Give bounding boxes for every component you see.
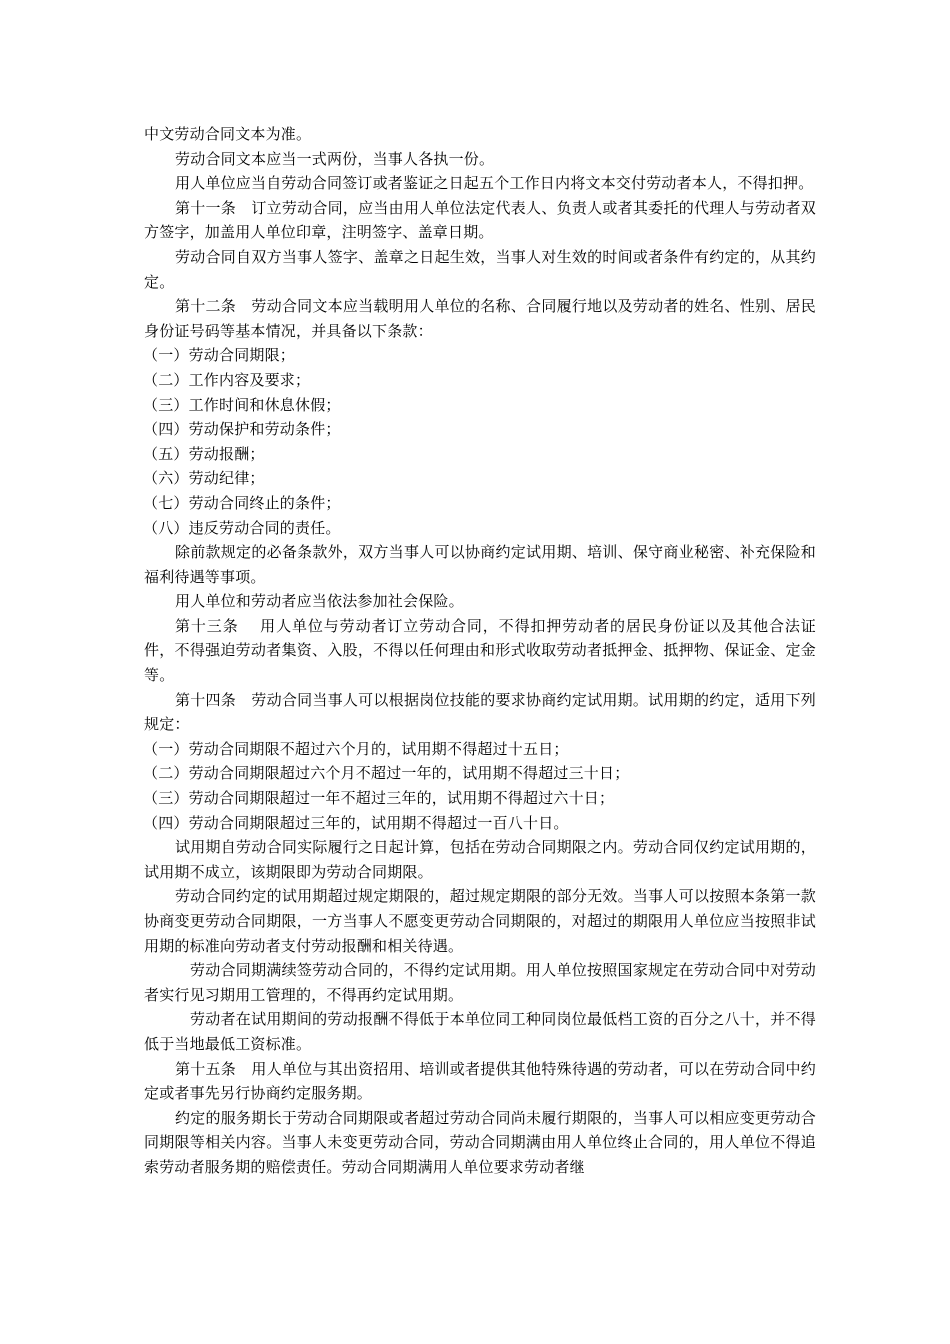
paragraph: 劳动合同约定的试用期超过规定期限的，超过规定期限的部分无效。当事人可以按照本条第一款协商变更劳动合同期限，一方当事人不愿变更劳动合同期限的，对超过的期限用人单位应当按照非试用期的标准向劳动者支付劳动报酬和相关待遇。	[144, 887, 816, 955]
paragraph: 用人单位应当自劳动合同签订或者鉴证之日起五个工作日内将文本交付劳动者本人，不得扣押。	[175, 174, 814, 193]
article-13-paragraph: 第十三条 用人单位与劳动者订立劳动合同，不得扣押劳动者的居民身份证以及其他合法证件，不得强迫劳动者集资、入股，不得以任何理由和形式收取劳动者抵押金、抵押物、保证金、定金等。	[144, 616, 816, 685]
list-item: （二）工作内容及要求；	[143, 370, 311, 389]
list-item: （三）工作时间和休息休假；	[143, 395, 341, 414]
list-item: （二）劳动合同期限超过六个月不超过一年的，试用期不得超过三十日；	[143, 764, 630, 783]
paragraph: 劳动者在试用期间的劳动报酬不得低于本单位同工种同岗位最低档工资的百分之八十，并不得低于当地最低工资标准。	[144, 1010, 816, 1053]
list-item: （八）违反劳动合同的责任。	[143, 518, 341, 537]
paragraph: 用人单位和劳动者应当依法参加社会保险。	[175, 592, 464, 611]
article-15-paragraph: 第十五条 用人单位与其出资招用、培训或者提供其他特殊待遇的劳动者，可以在劳动合同中约定或者事先另行协商约定服务期。	[144, 1059, 816, 1103]
paragraph: 约定的服务期长于劳动合同期限或者超过劳动合同尚未履行期限的，当事人可以相应变更劳动合同期限等相关内容。当事人未变更劳动合同，劳动合同期满由用人单位终止合同的，用人单位不得追索劳动者服务期的赔偿责任。劳动合同期满用人单位要求劳动者继	[144, 1108, 816, 1176]
paragraph: 劳动合同期满续签劳动合同的，不得约定试用期。用人单位按照国家规定在劳动合同中对劳动者实行见习期用工管理的，不得再约定试用期。	[144, 961, 816, 1004]
list-item: （五）劳动报酬；	[143, 444, 265, 463]
paragraph: 试用期自劳动合同实际履行之日起计算，包括在劳动合同期限之内。劳动合同仅约定试用期的，试用期不成立，该期限即为劳动合同期限。	[144, 838, 816, 881]
list-item: （四）劳动保护和劳动条件；	[143, 420, 341, 439]
article-14-paragraph: 第十四条 劳动合同当事人可以根据岗位技能的要求协商约定试用期。试用期的约定，适用下列规定：	[144, 690, 816, 734]
list-item: （一）劳动合同期限不超过六个月的，试用期不得超过十五日；	[143, 739, 569, 758]
article-12-paragraph: 第十二条 劳动合同文本应当载明用人单位的名称、合同履行地以及劳动者的姓名、性别、居民身份证号码等基本情况，并具备以下条款：	[144, 297, 816, 340]
paragraph: 中文劳动合同文本为准。	[144, 125, 312, 143]
paragraph: 除前款规定的必备条款外，双方当事人可以协商约定试用期、培训、保守商业秘密、补充保险和福利待遇等事项。	[144, 543, 816, 586]
list-item: （三）劳动合同期限超过一年不超过三年的，试用期不得超过六十日；	[143, 789, 615, 808]
list-item: （四）劳动合同期限超过三年的，试用期不得超过一百八十日。	[143, 813, 569, 832]
paragraph: 劳动合同文本应当一式两份，当事人各执一份。	[175, 149, 495, 168]
document-page	[144, 122, 816, 1180]
list-item: （七）劳动合同终止的条件；	[143, 493, 341, 512]
list-item: （一）劳动合同期限；	[143, 346, 296, 365]
article-11-paragraph: 第十一条 订立劳动合同，应当由用人单位法定代表人、负责人或者其委托的代理人与劳动者双方签字，加盖用人单位印章，注明签字、盖章日期。	[144, 198, 816, 242]
list-item: （六）劳动纪律；	[143, 469, 265, 488]
paragraph: 劳动合同自双方当事人签字、盖章之日起生效，当事人对生效的时间或者条件有约定的，从其约定。	[144, 247, 816, 291]
